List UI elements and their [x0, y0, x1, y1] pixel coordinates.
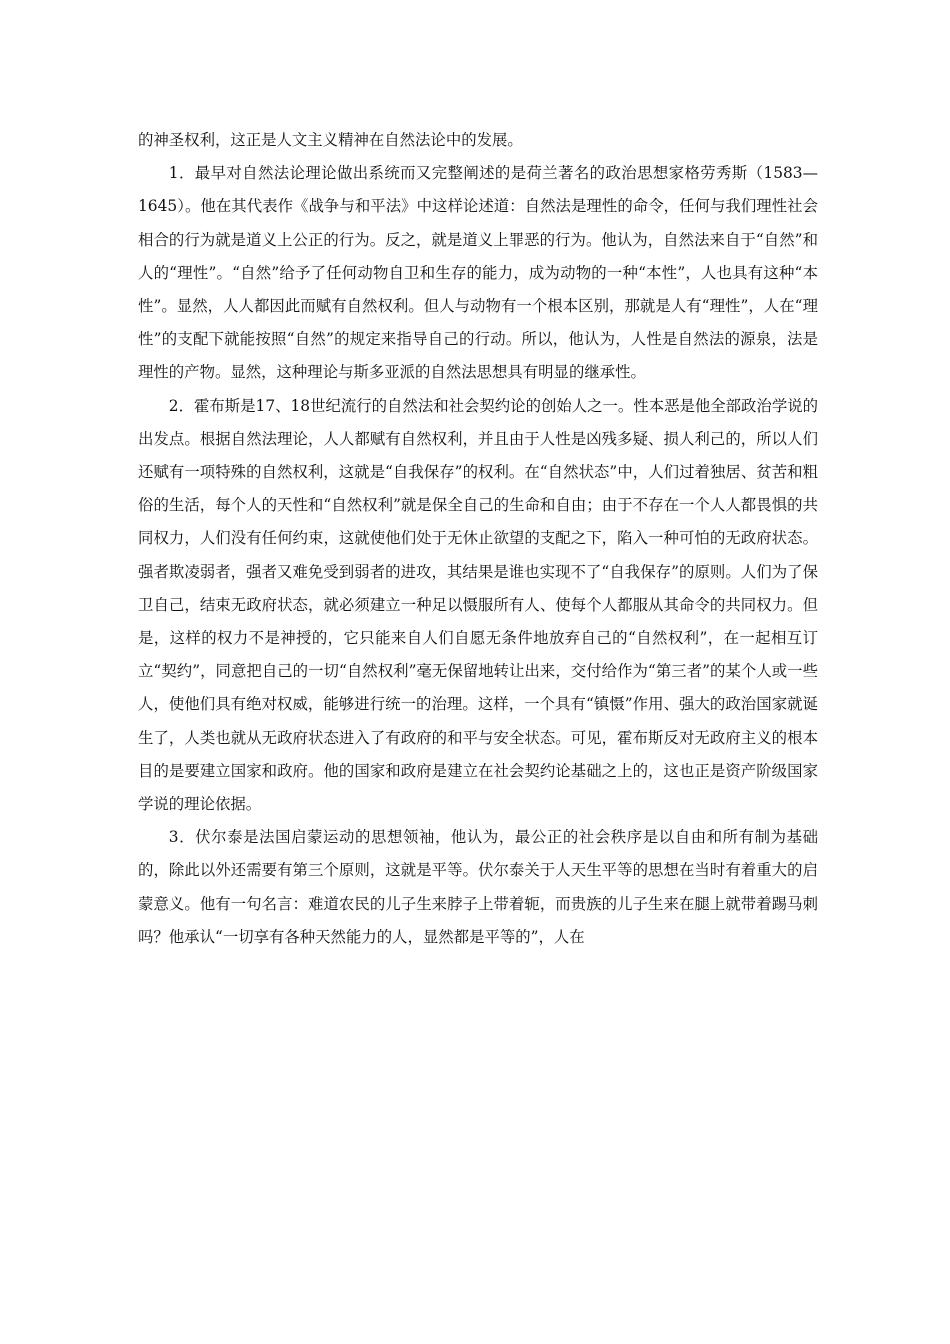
paragraph-continuation: 的神圣权利，这正是人文主义精神在自然法论中的发展。 — [138, 131, 523, 149]
paragraph-hobbes: 2．霍布斯是17、18世纪流行的自然法和社会契约论的创始人之一。性本恶是他全部政治学说的出发点。根据自然法理论，人人都赋有自然权利，并且由于人性是凶残多疑、损人利己的，所以人们还赋有一项特殊的自然权利，这就是“自我保存”的权利。在“自然状态”中，人们过着独居、贫苦和粗俗的生活，每个人的天性和“自然权利”就是保全自己的生命和自由；由于不存在一个人人都畏惧的共同权力，人们没有任何约束，这就使他们处于无休止欲望的支配之下，陷入一种可怕的无政府状态。强者欺凌弱者，强者又难免受到弱者的进攻，其结果是谁也实现不了“自我保存”的原则。人们为了保卫自己，结束无政府状态，就必须建立一种足以慑服所有人、使每个人都服从其命令的共同权力。但是，这样的权力不是神授的，它只能来自人们自愿无条件地放弃自己的“自然权利”，在一起相互订立“契约”，同意把自己的一切“自然权利”毫无保留地转让出来，交付给作为“第三者”的某个人或一些人，使他们具有绝对权威，能够进行统一的治理。这样，一个具有“镇慑”作用、强大的政治国家就诞生了，人类也就从无政府状态进入了有政府的和平与安全状态。可见，霍布斯反对无政府主义的根本目的是要建立国家和政府。他的国家和政府是建立在社会契约论基础之上的，这也正是资产阶级国家学说的理论依据。 — [138, 396, 818, 814]
document-body — [138, 124, 818, 954]
paragraph-grotius: 1．最早对自然法论理论做出系统而又完整阐述的是荷兰著名的政治思想家格劳秀斯（1583—1645）。他在其代表作《战争与和平法》中这样论述道：自然法是理性的命令，任何与我们理性社会相合的行为就是道义上公正的行为。反之，就是道义上罪恶的行为。他认为，自然法来自于“自然”和人的“理性”。“自然”给予了任何动物自卫和生存的能力，成为动物的一种“本性”，人也具有这种“本性”。显然，人人都因此而赋有自然权利。但人与动物有一个根本区别，那就是人有“理性”，人在“理性”的支配下就能按照“自然”的规定来指导自己的行动。所以，他认为，人性是自然法的源泉，法是理性的产物。显然，这种理论与斯多亚派的自然法思想具有明显的继承性。 — [138, 164, 818, 382]
paragraph-voltaire: 3．伏尔泰是法国启蒙运动的思想领袖，他认为，最公正的社会秩序是以自由和所有制为基础的，除此以外还需要有第三个原则，这就是平等。伏尔泰关于人天生平等的思想在当时有着重大的启蒙意义。他有一句名言：难道农民的儿子生来脖子上带着轭，而贵族的儿子生来在腿上就带着踢马刺吗？他承认“一切享有各种天然能力的人，显然都是平等的”，人在 — [138, 828, 818, 946]
